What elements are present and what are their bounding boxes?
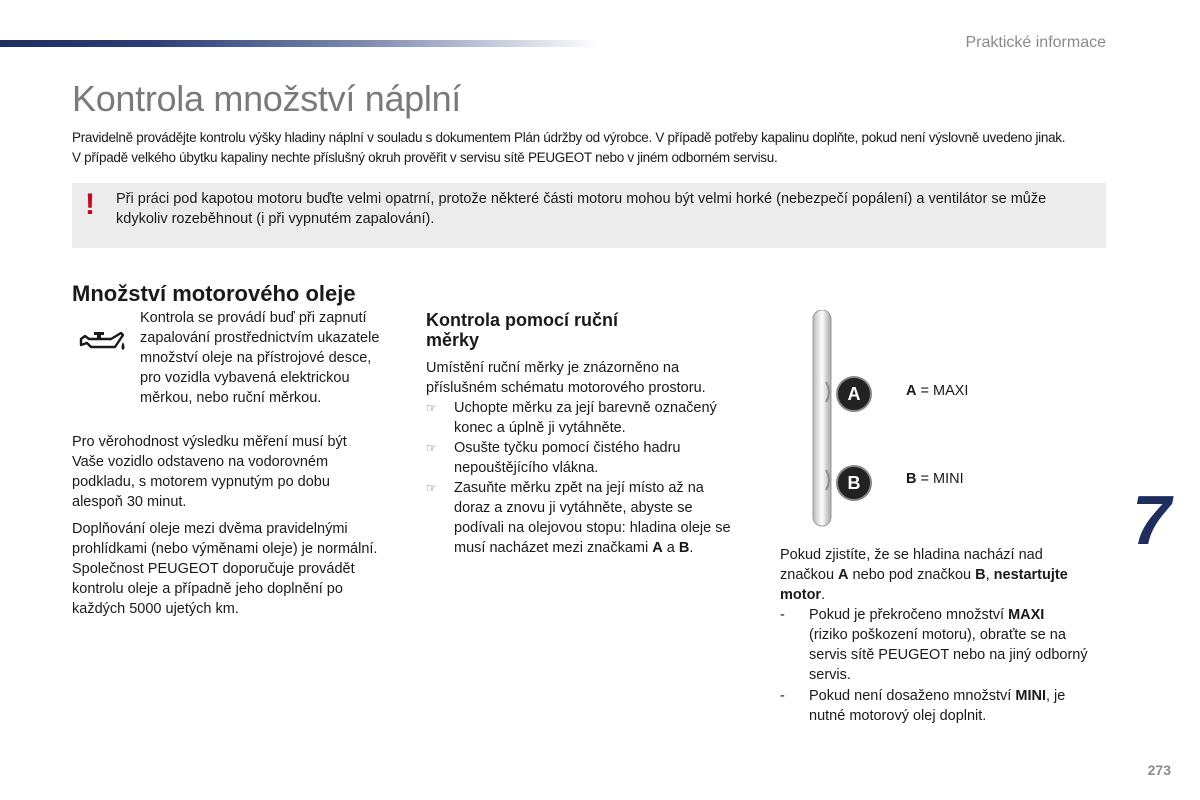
marker-b-icon xyxy=(835,464,873,502)
text-line: zapalování prostřednictvím ukazatele xyxy=(140,330,380,346)
text-line: nepouštějícího vlákna. xyxy=(454,460,599,476)
maxi-text: = MAXI xyxy=(916,383,969,399)
text-span: a xyxy=(662,540,679,556)
warning-box xyxy=(72,183,1106,248)
chapter-number: 7 xyxy=(1132,481,1171,559)
text-line: Uchopte měrku za její barevně označený xyxy=(454,400,717,416)
mini-text: = MINI xyxy=(916,471,964,487)
text-span: značkou xyxy=(780,567,839,583)
list-item xyxy=(780,605,1110,685)
text-line: pro vozidla vybavená elektrickou xyxy=(140,370,350,386)
intro-line: Pravidelně provádějte kontrolu výšky hladiny náplní v souladu s dokumentem Plán údržby od výrobce. V případě potřeby kapalinu doplňte, pokud není výslovně uvedeno jinak. xyxy=(72,130,1066,145)
marker-a-label: A xyxy=(847,384,861,404)
text-line: každých 5000 ujetých km. xyxy=(72,601,239,617)
step-item xyxy=(426,478,756,558)
marker-a-icon xyxy=(835,375,873,413)
marker-b-label: B xyxy=(847,473,861,493)
oil-heading: Množství motorového oleje xyxy=(72,281,356,306)
step-item xyxy=(426,438,756,478)
heading-line: Kontrola pomocí ruční xyxy=(426,310,619,330)
dipstick-intro xyxy=(426,358,756,398)
dipstick-heading xyxy=(426,310,686,350)
text-line: servis. xyxy=(809,667,851,683)
section-name: Praktické informace xyxy=(965,34,1106,51)
emphasis: MINI xyxy=(1015,688,1046,704)
heading-line: měrky xyxy=(426,330,480,350)
text-line: Osušte tyčku pomocí čistého hadru xyxy=(454,440,681,456)
maxi-key: A xyxy=(906,383,917,399)
text-line: Pro věrohodnost výsledku měření musí být xyxy=(72,434,347,450)
step-item xyxy=(426,398,756,438)
page-title: Kontrola množství náplní xyxy=(72,78,462,119)
text-line: Pokud zjistíte, že se hladina nachází nad xyxy=(780,547,1043,563)
dash-bullet: - xyxy=(780,688,785,704)
dash-bullet: - xyxy=(780,607,785,623)
oil-can-icon xyxy=(75,325,127,357)
text-line xyxy=(780,565,1120,585)
mark-b-ref: B xyxy=(678,540,690,556)
mini-label xyxy=(906,471,964,487)
text-span: nebo pod značkou xyxy=(848,567,976,583)
text-line: příslušném schématu motorového prostoru. xyxy=(426,380,706,396)
text-line: alespoň 30 minut. xyxy=(72,494,187,510)
mark-b-ref: B xyxy=(975,567,986,583)
text-span: Pokud není dosaženo množství xyxy=(809,688,1016,704)
text-span: . xyxy=(689,540,694,556)
text-line: Společnost PEUGEOT doporučuje provádět xyxy=(72,561,355,577)
intro-line: V případě velkého úbytku kapaliny nechte příslušný okruh prověřit v servisu sítě PEUGEOT nebo v jiném odborném servisu. xyxy=(72,150,778,165)
maxi-label xyxy=(906,383,968,399)
level-result-text xyxy=(780,545,1120,605)
text-line: servis sítě PEUGEOT nebo na jiný odborný xyxy=(809,647,1088,663)
oil-paragraph-1 xyxy=(72,432,402,512)
warning-text: Při práci pod kapotou motoru buďte velmi opatrní, protože některé části motoru mohou být velmi horké (nebezpečí popálení) a ventilátor se může kdykoliv rozeběhnout (i při vypnutém zapalování). xyxy=(116,191,1047,227)
list-item xyxy=(780,686,1110,726)
text-line: doraz a znovu ji vytáhněte, abyste se xyxy=(454,500,693,516)
oil-paragraph-2 xyxy=(72,519,412,619)
text-span: musí nacházet mezi značkami xyxy=(454,540,649,556)
text-line: Umístění ruční měrky je znázorněno na xyxy=(426,360,680,376)
text-line: podívali na olejovou stopu: hladina oleje se xyxy=(454,520,731,536)
mark-a-ref: A xyxy=(838,567,849,583)
warning-icon: ! xyxy=(85,188,95,221)
text-line: konec a úplně ji vytáhněte. xyxy=(454,420,626,436)
text-line: měrkou, nebo ruční měrkou. xyxy=(140,390,322,406)
text-line xyxy=(809,686,1110,706)
emphasis: MAXI xyxy=(1008,607,1045,623)
header-gradient-bar xyxy=(0,40,600,47)
emphasis: nestartujte xyxy=(993,567,1068,583)
text-line xyxy=(809,605,1110,625)
text-line: množství oleje na přístrojové desce, xyxy=(140,350,372,366)
text-line: Kontrola se provádí buď při zapnutí xyxy=(140,310,367,326)
text-line: Doplňování oleje mezi dvěma pravidelnými xyxy=(72,521,348,537)
text-span: , je xyxy=(1045,688,1066,704)
pointing-hand-icon: ☞ xyxy=(426,401,437,415)
text-line xyxy=(780,585,1120,605)
text-line: kontrolu oleje a případně jeho doplnění po xyxy=(72,581,343,597)
text-line: Zasuňte měrku zpět na její místo až na xyxy=(454,480,704,496)
text-span: , xyxy=(985,567,994,583)
mini-key: B xyxy=(906,471,917,487)
text-line: podkladu, s motorem vypnutým po dobu xyxy=(72,474,330,490)
pointing-hand-icon: ☞ xyxy=(426,481,437,495)
oil-icon-text xyxy=(140,308,410,408)
page-number: 273 xyxy=(1147,762,1171,778)
text-line: prohlídkami (nebo výměnami oleje) je normální. xyxy=(72,541,378,557)
mark-a-ref: A xyxy=(652,540,663,556)
emphasis: motor xyxy=(780,587,822,603)
text-span: Pokud je překročeno množství xyxy=(809,607,1009,623)
text-line: (riziko poškození motoru), obraťte se na xyxy=(809,627,1066,643)
text-line: nutné motorový olej doplnit. xyxy=(809,708,987,724)
pointing-hand-icon: ☞ xyxy=(426,441,437,455)
intro-text xyxy=(72,128,1122,168)
text-span: . xyxy=(821,587,826,603)
text-line xyxy=(454,538,756,558)
text-line: Vaše vozidlo odstaveno na vodorovném xyxy=(72,454,329,470)
